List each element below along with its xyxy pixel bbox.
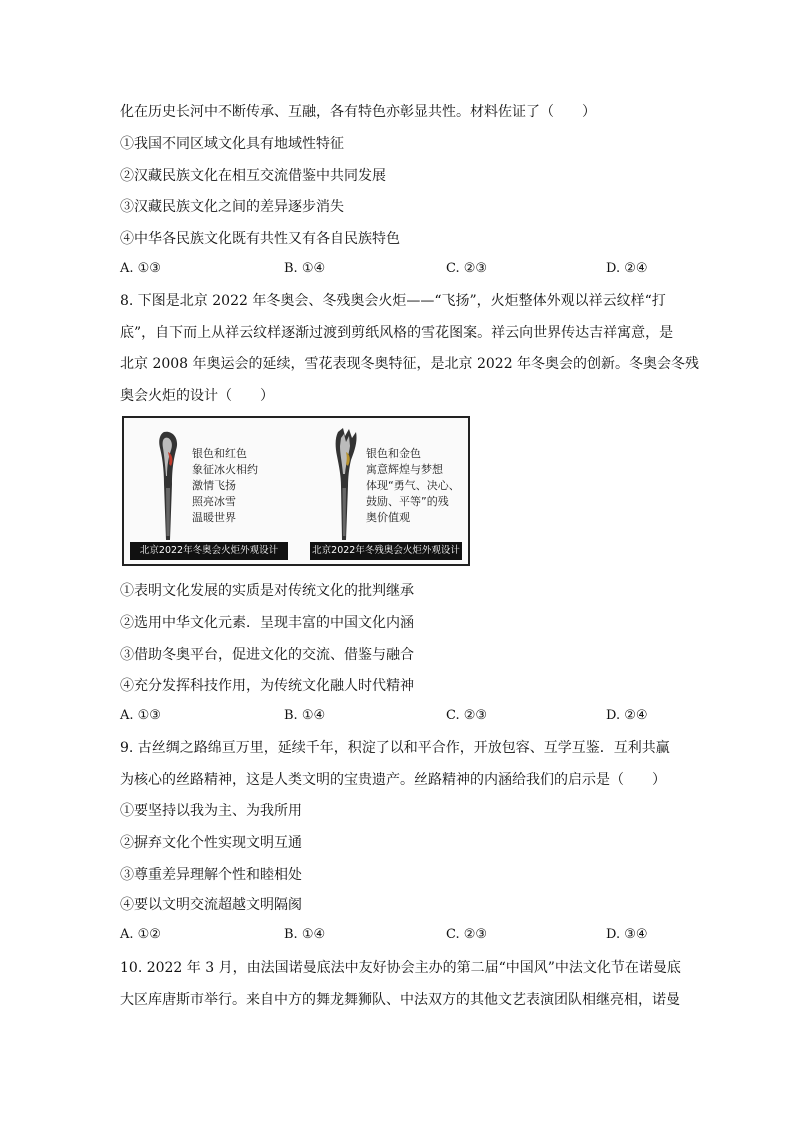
q8-stem-line-2: 底”，自下而上从祥云纹样逐渐过渡到剪纸风格的雪花图案。祥云向世界传达吉祥寓意，是: [120, 325, 674, 341]
q8-option-1: ①表明文化发展的实质是对传统文化的批判继承: [120, 583, 414, 599]
winter-torch-line-2: 象征冰火相约: [192, 463, 258, 476]
q9-choices: [120, 927, 680, 947]
q9-choice-d[interactable]: D. ③④: [606, 927, 648, 942]
winter-torch-line-1: 银色和红色: [192, 447, 247, 460]
q9-option-1: ①要坚持以我为主、为我所用: [120, 803, 302, 819]
q8-choice-c[interactable]: C. ②③: [446, 708, 488, 723]
q7-option-4: ④中华各民族文化既有共性又有各自民族特色: [120, 231, 400, 247]
q8-stem-line-3: 北京 2008 年奥运会的延续，雪花表现冬奥特征，是北京 2022 年冬奥会的创新。冬奥会冬残: [120, 356, 700, 372]
q8-choice-a[interactable]: A. ①③: [120, 708, 161, 723]
q10-stem-line-2: 大区库唐斯市举行。来自中方的舞龙舞狮队、中法双方的其他文艺表演团队相继亮相，诺曼: [120, 992, 680, 1008]
q7-intro-line: 化在历史长河中不断传承、互融，各有特色亦彰显共性。材料佐证了（ ）: [120, 104, 596, 120]
torch-design-figure: [122, 416, 470, 566]
q9-option-4: ④要以文明交流超越文明隔阂: [120, 897, 302, 913]
q7-option-3: ③汉藏民族文化之间的差异逐步消失: [120, 199, 344, 215]
q9-choice-a[interactable]: A. ①②: [120, 927, 161, 942]
paralympic-torch-line-4: 鼓励、平等”的残: [366, 495, 449, 508]
q8-option-3: ③借助冬奥平台，促进文化的交流、借鉴与融合: [120, 647, 414, 663]
paralympic-torch-icon: [330, 426, 364, 544]
q8-choices: [120, 708, 680, 728]
winter-olympic-torch-caption: 北京2022年冬奥会火炬外观设计: [130, 542, 288, 560]
winter-olympic-torch-text: [192, 446, 258, 526]
q9-option-3: ③尊重差异理解个性和睦相处: [120, 867, 302, 883]
q7-option-2: ②汉藏民族文化在相互交流借鉴中共同发展: [120, 168, 386, 184]
q7-option-1: ①我国不同区域文化具有地域性特征: [120, 136, 344, 152]
winter-paralympic-torch-text: [366, 446, 460, 526]
winter-torch-line-4: 照亮冰雪: [192, 495, 236, 508]
q9-choice-c[interactable]: C. ②③: [446, 927, 488, 942]
q7-choice-a[interactable]: A. ①③: [120, 261, 161, 276]
q10-stem-line-1: 10. 2022 年 3 月，由法国诺曼底法中友好协会主办的第二届“中国风”中法文化节在诺曼底: [120, 960, 681, 976]
q8-option-2: ②选用中华文化元素．呈现丰富的中国文化内涵: [120, 615, 414, 631]
paralympic-torch-line-3: 体现“勇气、决心、: [366, 479, 460, 492]
q8-stem-line-1: 8. 下图是北京 2022 年冬奥会、冬残奥会火炬——“飞扬”，火炬整体外观以祥云纹样“打: [120, 293, 666, 309]
q8-option-4: ④充分发挥科技作用，为传统文化融人时代精神: [120, 678, 414, 694]
q8-choice-b[interactable]: B. ①④: [284, 708, 326, 723]
winter-torch-line-3: 激情飞扬: [192, 479, 236, 492]
q9-stem-line-2: 为核心的丝路精神，这是人类文明的宝贵遗产。丝路精神的内涵给我们的启示是（ ）: [120, 772, 666, 788]
paralympic-torch-line-5: 奥价值观: [366, 511, 410, 524]
q9-stem-line-1: 9. 古丝绸之路绵亘万里，延续千年，积淀了以和平合作，开放包容、互学互鉴．互利共赢: [120, 740, 670, 756]
q7-choices: [120, 261, 680, 281]
q9-option-2: ②摒弃文化个性实现文明互通: [120, 835, 302, 851]
winter-paralympic-torch-caption: 北京2022年冬残奥会火炬外观设计: [310, 542, 462, 560]
olympic-torch-icon: [154, 428, 188, 544]
paralympic-torch-line-1: 银色和金色: [366, 447, 421, 460]
q9-choice-b[interactable]: B. ①④: [284, 927, 326, 942]
winter-torch-line-5: 温暖世界: [192, 511, 236, 524]
paralympic-torch-line-2: 寓意辉煌与梦想: [366, 463, 443, 476]
q8-choice-d[interactable]: D. ②④: [606, 708, 648, 723]
q7-choice-c[interactable]: C. ②③: [446, 261, 488, 276]
q7-choice-b[interactable]: B. ①④: [284, 261, 326, 276]
q8-stem-line-4: 奥会火炬的设计（ ）: [120, 388, 274, 404]
q7-choice-d[interactable]: D. ②④: [606, 261, 648, 276]
